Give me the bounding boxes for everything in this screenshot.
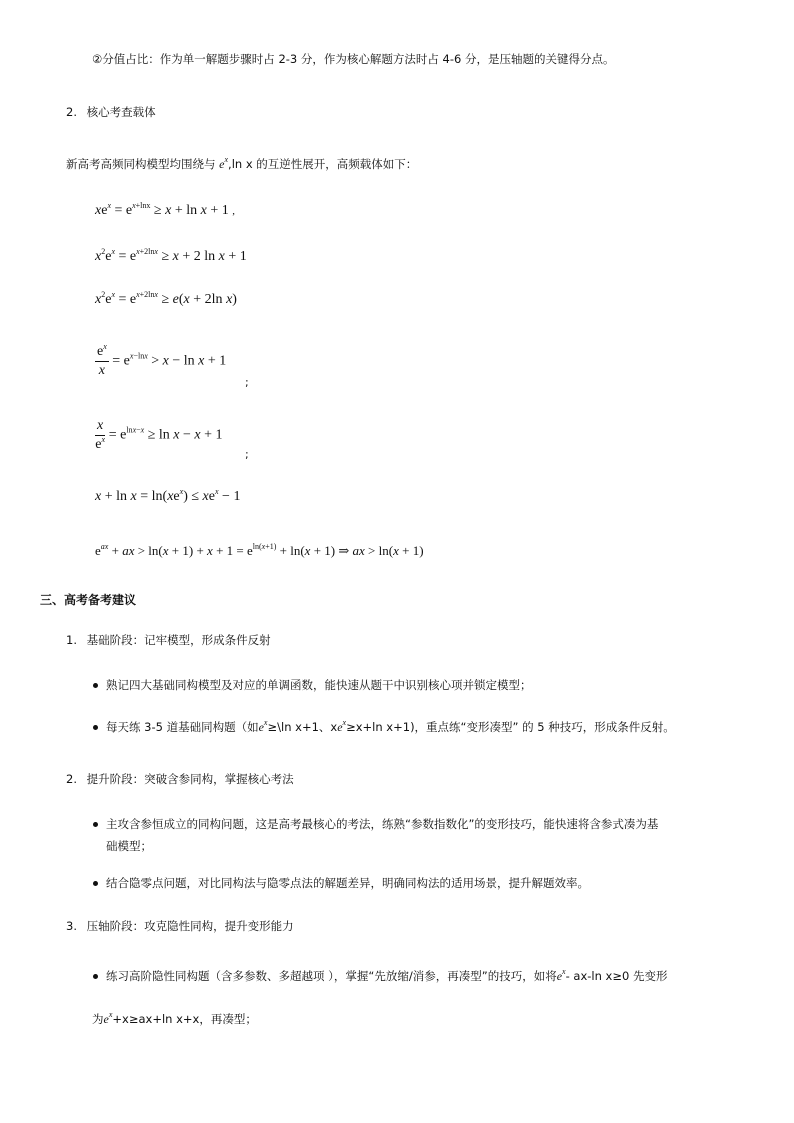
bullet-5-e: e: [556, 969, 563, 983]
formula-7: $e^{ax}$ + ax > $\ln(x + 1) + x + 1 = e^{ln(x+1)} + \ln(x + 1)$ ⇒ ax > ln(x + 1): [95, 542, 424, 558]
formula-1: $xe^x = e^{x+lnx} \ge x + \ln x + 1$ ,: [95, 201, 235, 218]
bullet-5-l2-text-b: +x≥ax+ln x+x，再凑型；: [112, 1012, 257, 1026]
formula-1-comma: ,: [232, 205, 235, 217]
bullet-item-3-line-1: 主攻含参恒成立的同构问题，这是高考最核心的考法，练熟“参数指数化”的变形技巧，能快速将含参式凑为基: [106, 817, 659, 831]
intro-e: e: [219, 157, 225, 171]
bullet-item-5-line-1: [106, 968, 667, 984]
bullet-2-text-c: ≥x+ln x+1)，重点练“变形凑型” 的 5 种技巧，形成条件反射。: [346, 720, 675, 734]
bullet-5-l2-e: e: [103, 1012, 109, 1026]
stage-3-number: 3.: [66, 919, 77, 933]
intro-exp: x: [224, 155, 229, 164]
bullet-5-l2-text-a: 为: [92, 1012, 104, 1026]
bullet-item-4: 结合隐零点问题，对比同构法与隐零点法的解题差异，明确同构法的适用场景，提升解题效率。: [106, 876, 589, 890]
bullet-5-text-b: - ax-ln x≥0 先变形: [565, 969, 668, 983]
formula-5-semicolon: ;: [245, 448, 249, 461]
bullet-dot: [93, 822, 98, 827]
formula-4-fraction: $\frac{e^x}{x}$: [97, 342, 107, 378]
bullet-2-text-b: ≥\ln x+1、x: [267, 720, 338, 734]
bullet-dot: [93, 683, 98, 688]
formula-4-semicolon: ;: [245, 376, 249, 389]
stage-3-text: 压轴阶段：攻克隐性同构，提升变形能力: [86, 919, 294, 933]
bullet-2-text-a: 每天练 3-5 道基础同构题（如: [106, 720, 259, 734]
bullet-dot: [93, 881, 98, 886]
stage-2-text: 提升阶段：突破含参同构，掌握核心考法: [86, 772, 294, 786]
stage-1-number: 1.: [66, 633, 77, 647]
bullet-item-3-line-2: 础模型；: [106, 839, 152, 853]
heading-text: 核心考查载体: [86, 105, 156, 119]
stage-1-text: 基础阶段：记牢模型，形成条件反射: [86, 633, 271, 647]
section-three-heading: 三、高考备考建议: [40, 593, 137, 607]
bullet-dot: [93, 974, 98, 979]
bullet-2-exp: x: [263, 718, 268, 727]
formula-4: $\frac{e^x}{x}$ = $e^{x-lnx} > x - \ln x + 1$: [97, 342, 227, 378]
bullet-2-exp2: x: [342, 718, 347, 727]
stage-1-heading: [66, 632, 271, 648]
score-ratio-paragraph: ②分值占比：作为单一解题步骤时占 2-3 分，作为核心解题方法时占 4-6 分，是压轴题的关键得分点。: [92, 52, 615, 66]
carrier-intro: [66, 156, 417, 172]
section-heading-core-carrier: [66, 104, 156, 120]
bullet-5-text-a: 练习高阶隐性同构题（含多参数、多超越项 ），掌握“先放缩/消参，再凑型”的技巧，如将: [106, 969, 557, 983]
stage-2-number: 2.: [66, 772, 77, 786]
formula-6: $x + \ln x = \ln(xe^x) \le xe^x - 1$: [95, 487, 241, 504]
formula-2: $x^2e^x = e^{x+2lnx} \ge x + 2$ ln x + 1: [95, 247, 247, 264]
bullet-dot: [93, 725, 98, 730]
bullet-5-l2-exp: x: [108, 1010, 113, 1019]
bullet-item-2: [106, 719, 675, 735]
formula-5-fraction: $\frac{x}{e^x}$: [95, 418, 105, 452]
heading-number: 2.: [66, 105, 77, 119]
bullet-2-e2: e: [337, 720, 343, 734]
bullet-item-5-line-2: [92, 1011, 257, 1027]
bullet-2-e: e: [258, 720, 264, 734]
formula-3: $x^2e^x = e^{x+2lnx} \ge e(x + 2\ln$ x): [95, 290, 237, 307]
formula-5: $\frac{x}{e^x}$ = $e^{lnx-x} \ge \ln x - x + 1$: [95, 418, 223, 452]
bullet-5-exp: x: [562, 967, 566, 976]
stage-3-heading: [66, 918, 294, 934]
bullet-item-1: 熟记四大基础同构模型及对应的单调函数，能快速从题干中识别核心项并锁定模型；: [106, 678, 532, 692]
stage-2-heading: [66, 771, 294, 787]
intro-text-a: 新高考高频同构模型均围绕与: [66, 157, 216, 171]
intro-text-b: ,ln x 的互逆性展开，高频载体如下：: [228, 157, 418, 171]
